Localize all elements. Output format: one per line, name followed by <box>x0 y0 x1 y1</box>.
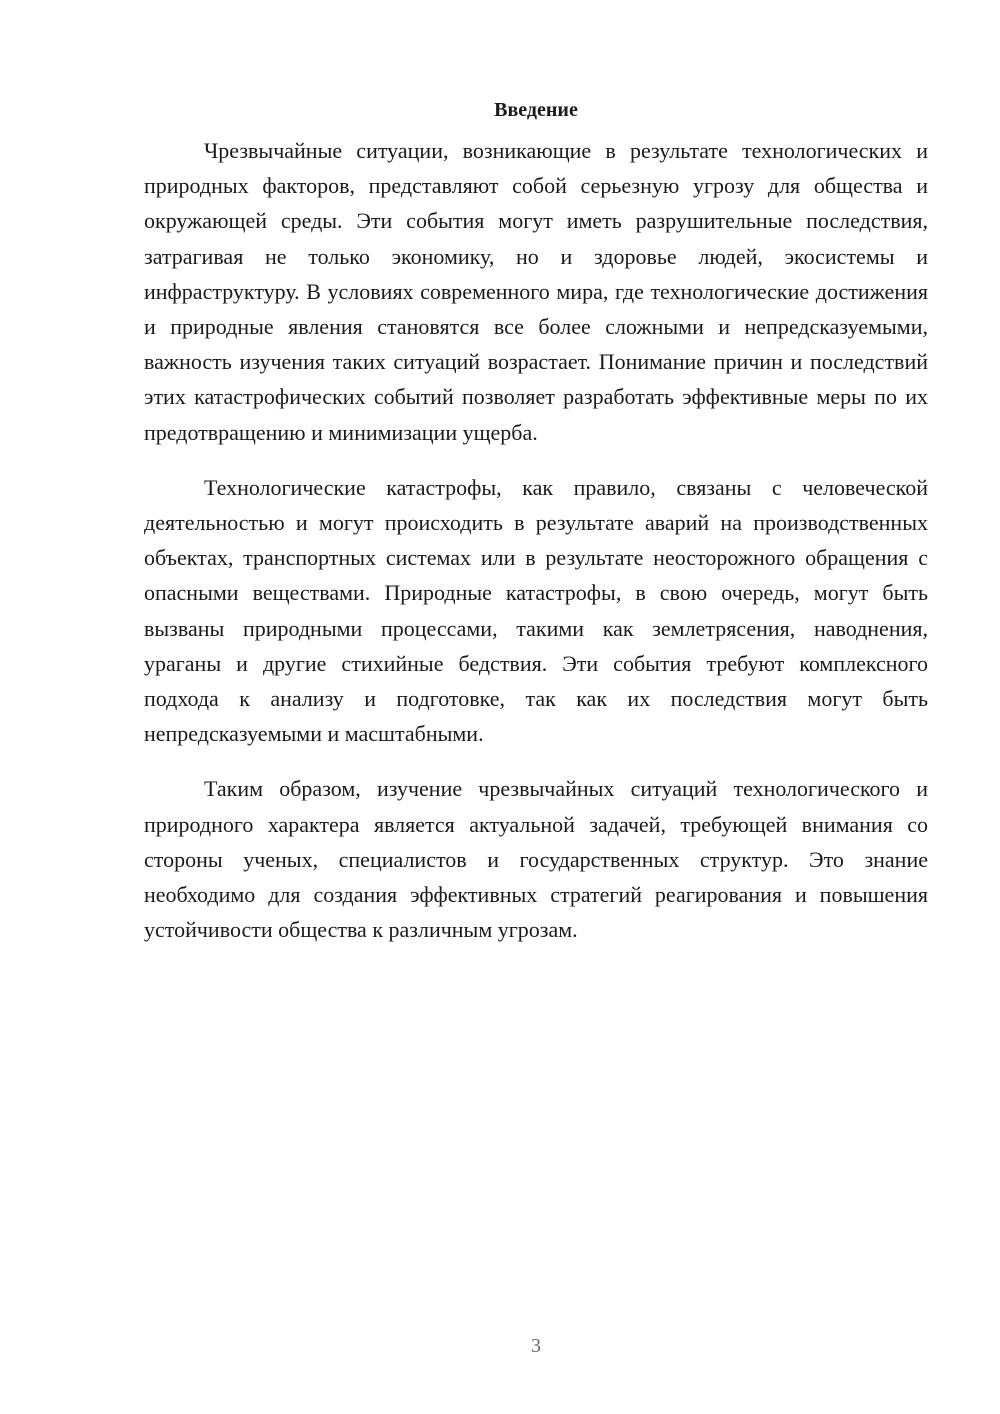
section-title: Введение <box>494 99 578 121</box>
page-content <box>144 95 928 967</box>
paragraph-3: Таким образом, изучение чрезвычайных ситуаций технологического и природного характера является актуальной задачей, требующей внимания со стороны ученых, специалистов и государственных структур. Это знание необходимо для создания эффективных стратегий реагирования и повышения устойчивости общества к различным угрозам. <box>144 776 928 943</box>
paragraph-1: Чрезвычайные ситуации, возникающие в результате технологических и природных факторов, представляют собой серьезную угрозу для общества и окружающей среды. Эти события могут иметь разрушительные последствия, затрагивая не только экономику, но и здоровье людей, экосистемы и инфраструктуру. В условиях современного мира, где технологические достижения и природные явления становятся все более сложными и непредсказуемыми, важность изучения таких ситуаций возрастает. Понимание причин и последствий этих катастрофических событий позволяет разработать эффективные меры по их предотвращению и минимизации ущерба. <box>144 138 928 445</box>
page-number: 3 <box>531 1335 541 1357</box>
paragraph-2: Технологические катастрофы, как правило, связаны с человеческой деятельностью и могут происходить в результате аварий на производственных объектах, транспортных системах или в результате неосторожного обращения с опасными веществами. Природные катастрофы, в свою очередь, могут быть вызваны природными процессами, такими как землетрясения, наводнения, ураганы и другие стихийные бедствия. Эти события требуют комплексного подхода к анализу и подготовке, так как их последствия могут быть непредсказуемыми и масштабными. <box>144 474 928 747</box>
